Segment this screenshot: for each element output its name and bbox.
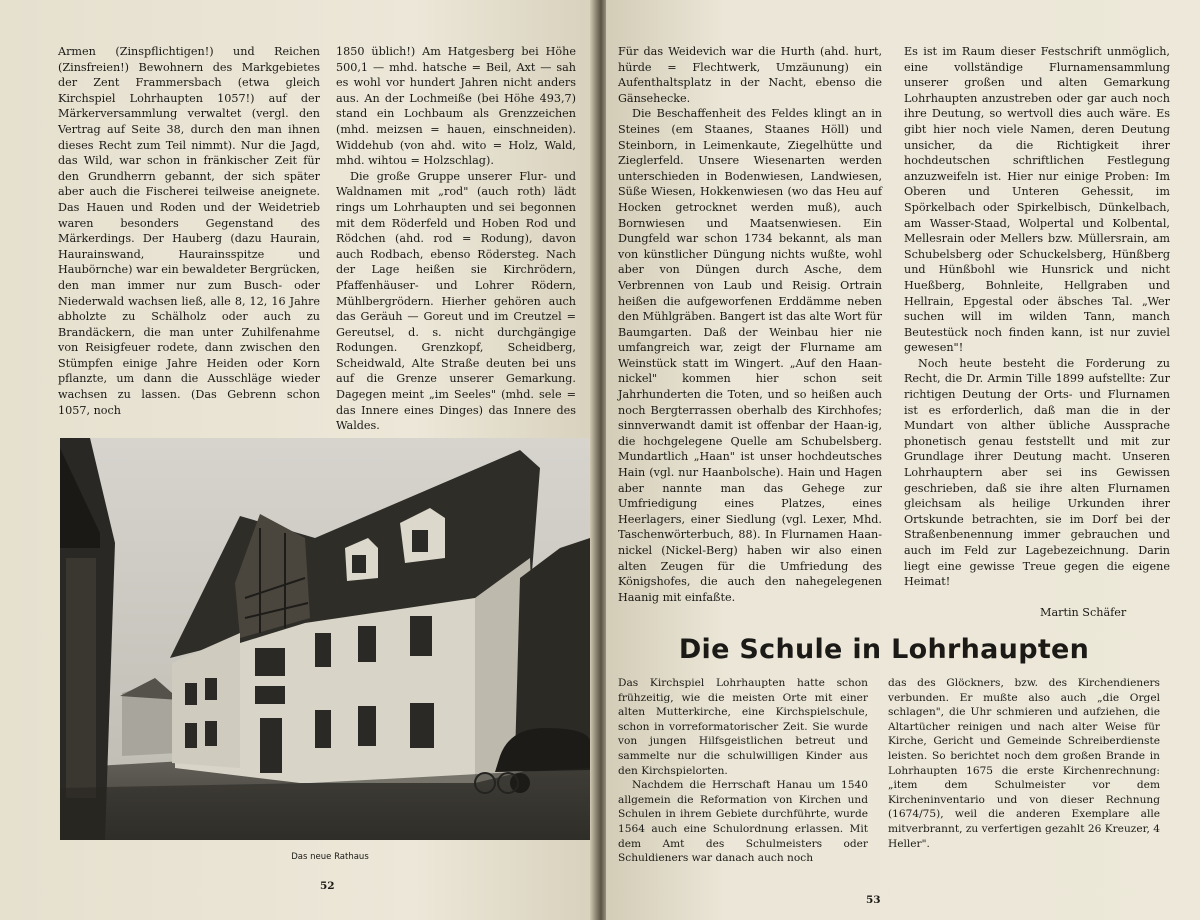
paragraph: Die große Gruppe unserer Flur- und Waldnamen mit „rod" (auch roth) lädt rings um Lohrhaupten und sei begonnen mit dem Röderfeld und Hoben Rod und Rödchen (ahd. rod = Rodung), davon auch Rodbach, ebenso Rödersteg. Nach der Lage heißen sie Kirchrödern, Pfaffenhäuser- und Lohrer Rödern, Mühlbergrödern. Hierher gehören auch das Geräuh — Goreut und im Creutzel = Gereutsel, d. s. nicht durchgängige Rodungen. Grenzkopf, Scheidberg, Scheidwald, Alte Straße deuten bei uns auf die Grenze unserer Gemarkung. Dagegen meint „im Seeles" (mhd. sele = das Innere eines Dinges) das Innere des Waldes. [336,169,576,433]
paragraph: Die Beschaffenheit des Feldes klingt an in Steines (em Staanes, Staanes Höll) und Steinborn, in Leimenkaute, Ziegelhütte und Zieglerfeld. Unsere Wiesenarten werden unterschieden in Bodenwiesen, Landwiesen, Süße Wiesen, Hokkenwiesen (wo das Heu auf Hocken getrocknet werden muß), auch Bornwiesen und Maatsenwiesen. Ein Dungfeld war schon 1734 bekannt, als man von künstlicher Düngung nichts wußte, wohl aber von Düngen durch Asche, dem Verbrennen von Laub und Reisig. Ortrain heißen die aufgeworfenen Erddämme neben den Mühlgräben. Bangert ist das alte Wort für Baumgarten. Daß der Weinbau hier nie umfangreich war, zeigt der Flurname am Weinstück statt im Wingert. „Auf den Haan-nickel" kommen hier schon seit Jahrhunderten die Toten, und so heißen auch noch Bergterrassen oberhalb des Kirchhofes; sinnverwandt damit ist offenbar der Haan-ig, die hochgelegene Quelle am Schubelsberg. Mundartlich „Haan" ist unser hochdeutsches Hain (vgl. nur Haanbolsche). Hain und Hagen aber nannte man das Gehege zur Umfriedigung eines Platzes, eines Heerlagers, einer Siedlung (vgl. Lexer, Mhd. Taschenwörterbuch, 88). In Flurnamen Haan-nickel (Nickel-Berg) haben wir also einen alten Zeugen für die Umfriedung des Königshofes, die auch den nahegelegenen Haanig mit einfaßte. [618,107,882,604]
left-column-2 [336,44,576,433]
paragraph: 1850 üblich!) Am Hatgesberg bei Höhe 500,1 — mhd. hatsche = Beil, Axt — sah es wohl vor hundert Jahren nicht anders aus. An der Lochmeiße (bei Höhe 493,7) stand ein Lochbaum als Grenzzeichen (mhd. meizsen = hauen, einschneiden). Widdehub (von ahd. wito = Holz, Wald, mhd. wihtou = Holzschlag). [336,45,576,168]
photo-caption: Das neue Rathaus [291,852,369,862]
paragraph: Es ist im Raum dieser Festschrift unmöglich, eine vollständige Flurnamensammlung unserer großen und alten Gemarkung Lohrhaupten anzustreben oder gar auch noch ihre Deutung, so wertvoll dies auch wäre. Es gibt hier noch viele Namen, deren Deutung unsicher, da die Richtigkeit ihrer hochdeutschen schriftlichen Festlegung anzuzweifeln ist. Hier nur einige Proben: Im Oberen und Unteren Gehessit, im Spörkelbach oder Spirkelbisch, Dünkelbach, am Wasser-Staad, Wolpertal und Kolbental, Mellesrain oder Mellers bzw. Müllersrain, am Schubelsberg oder Schuckelsberg, Hünßberg und Hünßbohl wie Hunsrick und nicht Hueßberg, Bohnleite, Hellgraben und Hellrain, Epgestal oder äbsches Tal. „Wer suchen will im wilden Tann, manch Beutestück noch finden kann, ist nur zuviel gewesen"! [904,45,1170,355]
section-column-2 [888,676,1160,888]
right-column-1 [618,44,882,614]
paragraph: Armen (Zinspflichtigen!) und Reichen (Zinsfreien!) Bewohnern des Markgebietes der Zent Frammersbach (etwa gleich Kirchspiel Lohrhaupten 1057!) auf der Märkerversammlung verwaltet (vergl. den Vertrag auf Seite 38, durch den man ihnen dieses Recht zum Teil nimmt). Nur die Jagd, das Wild, war schon in fränkischer Zeit für den Grundherrn gebannt, der sich später aber auch die Fischerei teilweise aneignete. Das Hauen und Roden und der Weidetrieb waren besonders Gegenstand des Märkerdings. Der Hauberg (dazu Haurain, Haurainswand, Haurainsspitze und Haubörnche) war ein bewaldeter Bergrücken, den man immer nur zum Busch- oder Niederwald wachsen ließ, alle 8, 12, 16 Jahre abholzte zu Schälholz oder auch zu Brandäckern, die man unter Zuhilfenahme von Reisigfeuer rodete, dann zwischen den Stümpfen einige Jahre Heiden oder Korn pflanzte, um dann die Ausschläge wieder wachsen zu lassen. (Das Gebrenn schon 1057, noch [58,45,320,417]
paragraph: Das Kirchspiel Lohrhaupten hatte schon frühzeitig, wie die meisten Orte mit einer alten Mutterkirche, eine Kirchspielschule, schon in vorreformatorischer Zeit. Sie wurde von jungen Hilfsgeistlichen betreut und sammelte nur die schulwilligen Kinder aus den Kirchspielorten. [618,677,868,777]
paragraph: das des Glöckners, bzw. des Kirchendieners verbunden. Er mußte also auch „die Orgel schlagen", die Uhr schmieren und aufziehen, die Altartücher reinigen und nach alter Weise für Kirche, Gericht und Gemeinde Schreiberdienste leisten. So berichtet noch dem großen Brande in Lohrhaupten 1675 die erste Kirchenrechnung: „item dem Schulmeister vor dem Kircheninventario und von dieser Rechnung (1674/75), weil die anderen Exemplare alle mitverbrannt, zu verfertigen gezahlt 26 Kreuzer, 4 Heller". [888,677,1160,850]
town-hall-photo [60,438,590,840]
paragraph: Für das Weidevich war die Hurth (ahd. hurt, hürde = Flechtwerk, Umzäunung) ein Aufenthaltsplatz in der Nacht, ebenso die Gänsehecke. [618,45,882,105]
page-number-right: 53 [866,894,881,906]
section-column-1 [618,676,868,888]
left-column-1 [58,44,320,424]
page-number-left: 52 [320,880,335,892]
right-column-2 [904,44,1170,624]
paragraph: Noch heute besteht die Forderung zu Recht, die Dr. Armin Tille 1899 aufstellte: Zur richtigen Deutung der Orts- und Flurnamen ist es erforderlich, daß man die in der Mundart von alther übliche Aussprache phonetisch genau feststellt und mit zur Grundlage ihrer Deutung macht. Unseren Lohrhauptern aber sei ins Gewissen geschrieben, daß sie ihre alten Flurnamen gleichsam als heilige Urkunden ihrer Ortskunde betrachten, sie im Dorf bei der Straßenbenennung immer gebrauchen und auch im Feld zur Lagebezeichnung. Darin liegt eine gewisse Treue gegen die eigene Heimat! [904,356,1170,589]
author-signature: Martin Schäfer [1040,606,1127,619]
section-title: Die Schule in Lohrhaupten [678,634,1090,665]
left-page [0,0,594,920]
paragraph: Nachdem die Herrschaft Hanau um 1540 allgemein die Reformation von Kirchen und Schulen in ihrem Gebiete durchführte, wurde 1564 auch eine Schulordnung erlassen. Mit dem Amt des Schulmeisters oder Schuldieners war danach auch noch [618,779,868,865]
